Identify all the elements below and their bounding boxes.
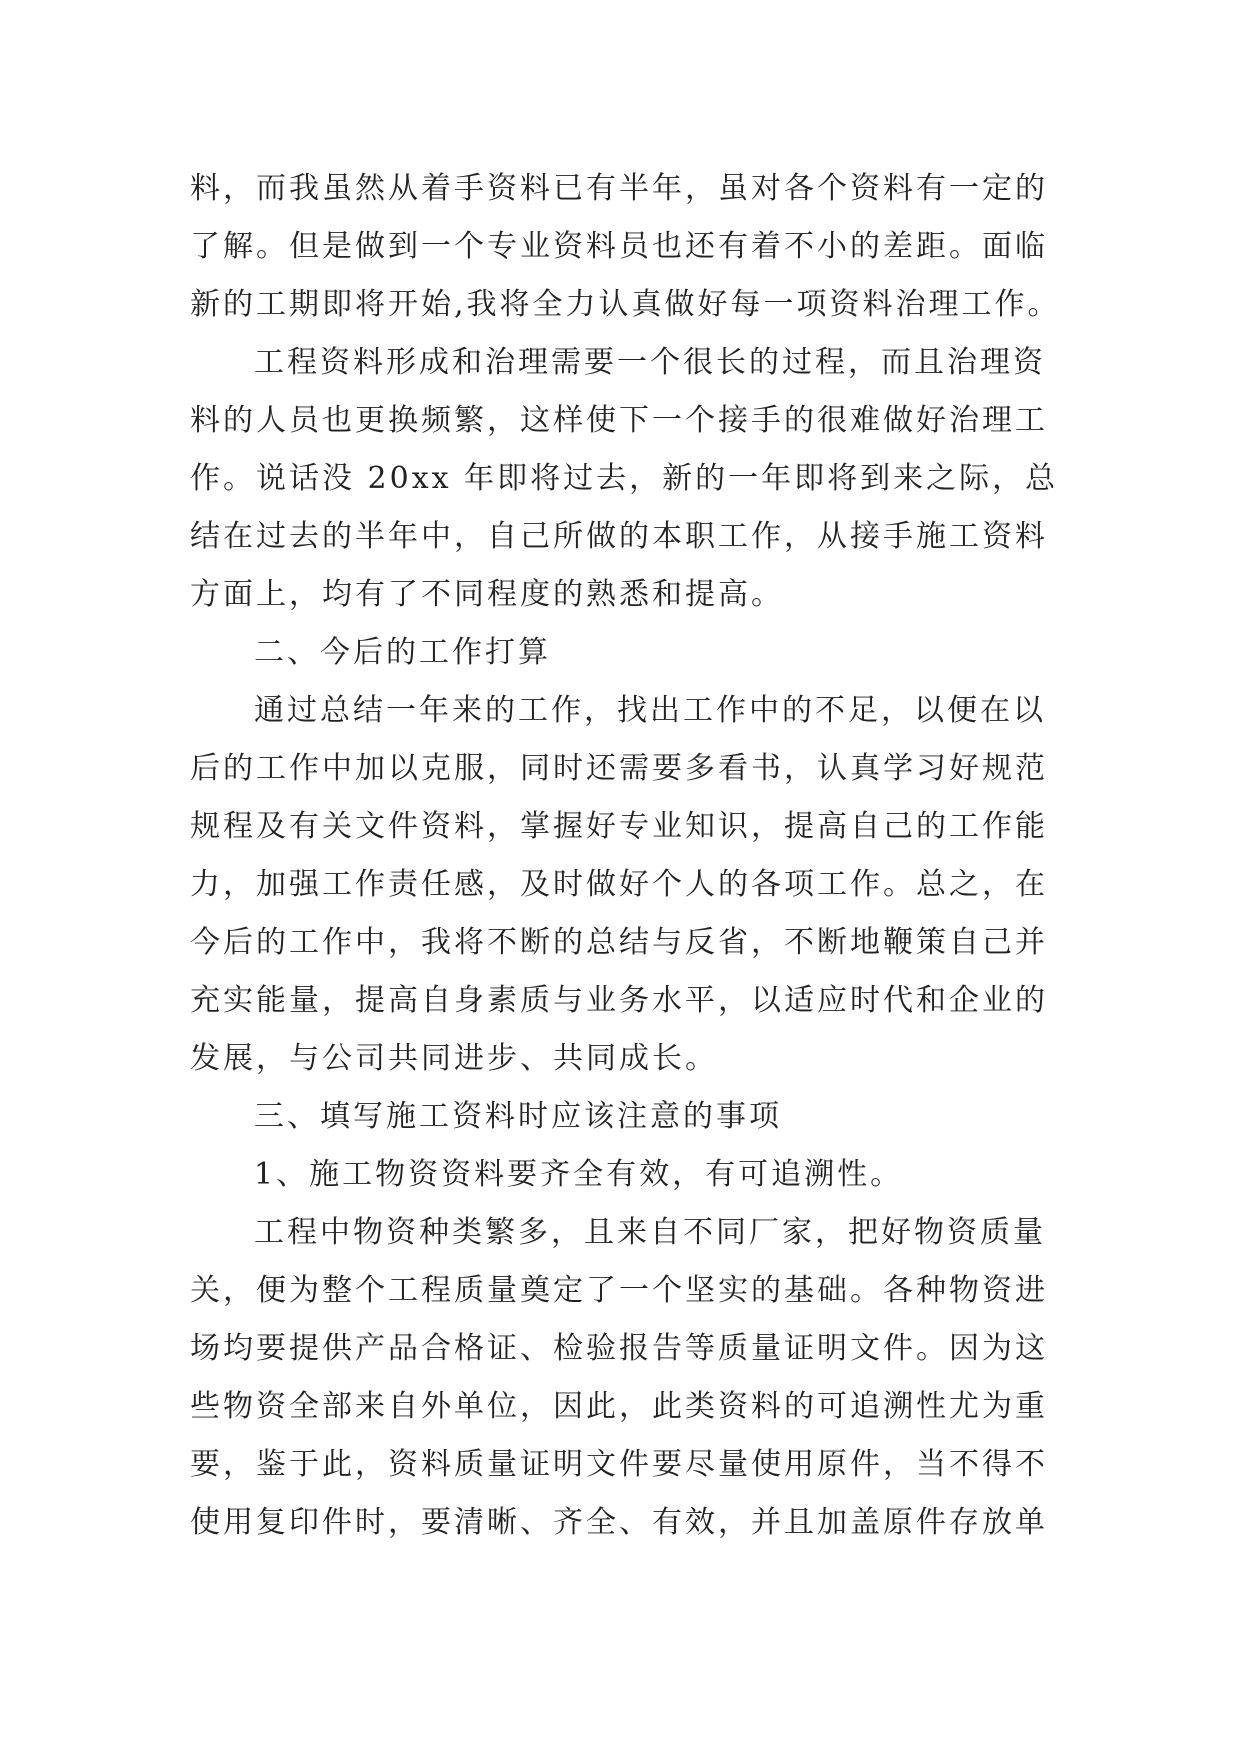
text-line: 关，便为整个工程质量奠定了一个坚实的基础。各种物资进 bbox=[190, 1273, 1048, 1308]
text-line: 充实能量，提高自身素质与业务水平，以适应时代和企业的 bbox=[190, 983, 1048, 1018]
section-heading: 三、填写施工资料时应该注意的事项 bbox=[254, 1099, 782, 1134]
text-line: 力，加强工作责任感，及时做好个人的各项工作。总之，在 bbox=[190, 867, 1048, 902]
paragraph-first-line: 通过总结一年来的工作，找出工作中的不足，以便在以 bbox=[254, 693, 1046, 728]
text-line: 结在过去的半年中，自己所做的本职工作，从接手施工资料 bbox=[190, 519, 1048, 554]
text-line: 料，而我虽然从着手资料已有半年，虽对各个资料有一定的 bbox=[190, 171, 1048, 206]
paragraph-first-line: 工程资料形成和治理需要一个很长的过程，而且治理资 bbox=[254, 345, 1046, 380]
text-line: 要，鉴于此，资料质量证明文件要尽量使用原件，当不得不 bbox=[190, 1447, 1048, 1482]
paragraph-first-line: 工程中物资种类繁多，且来自不同厂家，把好物资质量 bbox=[254, 1215, 1046, 1250]
document-body bbox=[190, 160, 1090, 1552]
text-line: 了解。但是做到一个专业资料员也还有着不小的差距。面临 bbox=[190, 229, 1048, 264]
text-line: 使用复印件时，要清晰、齐全、有效，并且加盖原件存放单 bbox=[190, 1505, 1048, 1540]
text-line: 作。说话没 20xx 年即将过去，新的一年即将到来之际，总 bbox=[190, 461, 1059, 496]
text-line: 场均要提供产品合格证、检验报告等质量证明文件。因为这 bbox=[190, 1331, 1048, 1366]
section-heading: 二、今后的工作打算 bbox=[254, 635, 551, 670]
text-line: 后的工作中加以克服，同时还需要多看书，认真学习好规范 bbox=[190, 751, 1048, 786]
subsection-heading: 1、施工物资资料要齐全有效，有可追溯性。 bbox=[254, 1157, 904, 1192]
text-line: 今后的工作中，我将不断的总结与反省，不断地鞭策自己并 bbox=[190, 925, 1048, 960]
text-line: 料的人员也更换频繁，这样使下一个接手的很难做好治理工 bbox=[190, 403, 1048, 438]
text-line: 发展，与公司共同进步、共同成长。 bbox=[190, 1041, 718, 1076]
text-line: 方面上，均有了不同程度的熟悉和提高。 bbox=[190, 577, 784, 612]
text-line: 规程及有关文件资料，掌握好专业知识，提高自己的工作能 bbox=[190, 809, 1048, 844]
text-line: 些物资全部来自外单位，因此，此类资料的可追溯性尤为重 bbox=[190, 1389, 1048, 1424]
text-line: 新的工期即将开始,我将全力认真做好每一项资料治理工作。 bbox=[190, 287, 1061, 322]
